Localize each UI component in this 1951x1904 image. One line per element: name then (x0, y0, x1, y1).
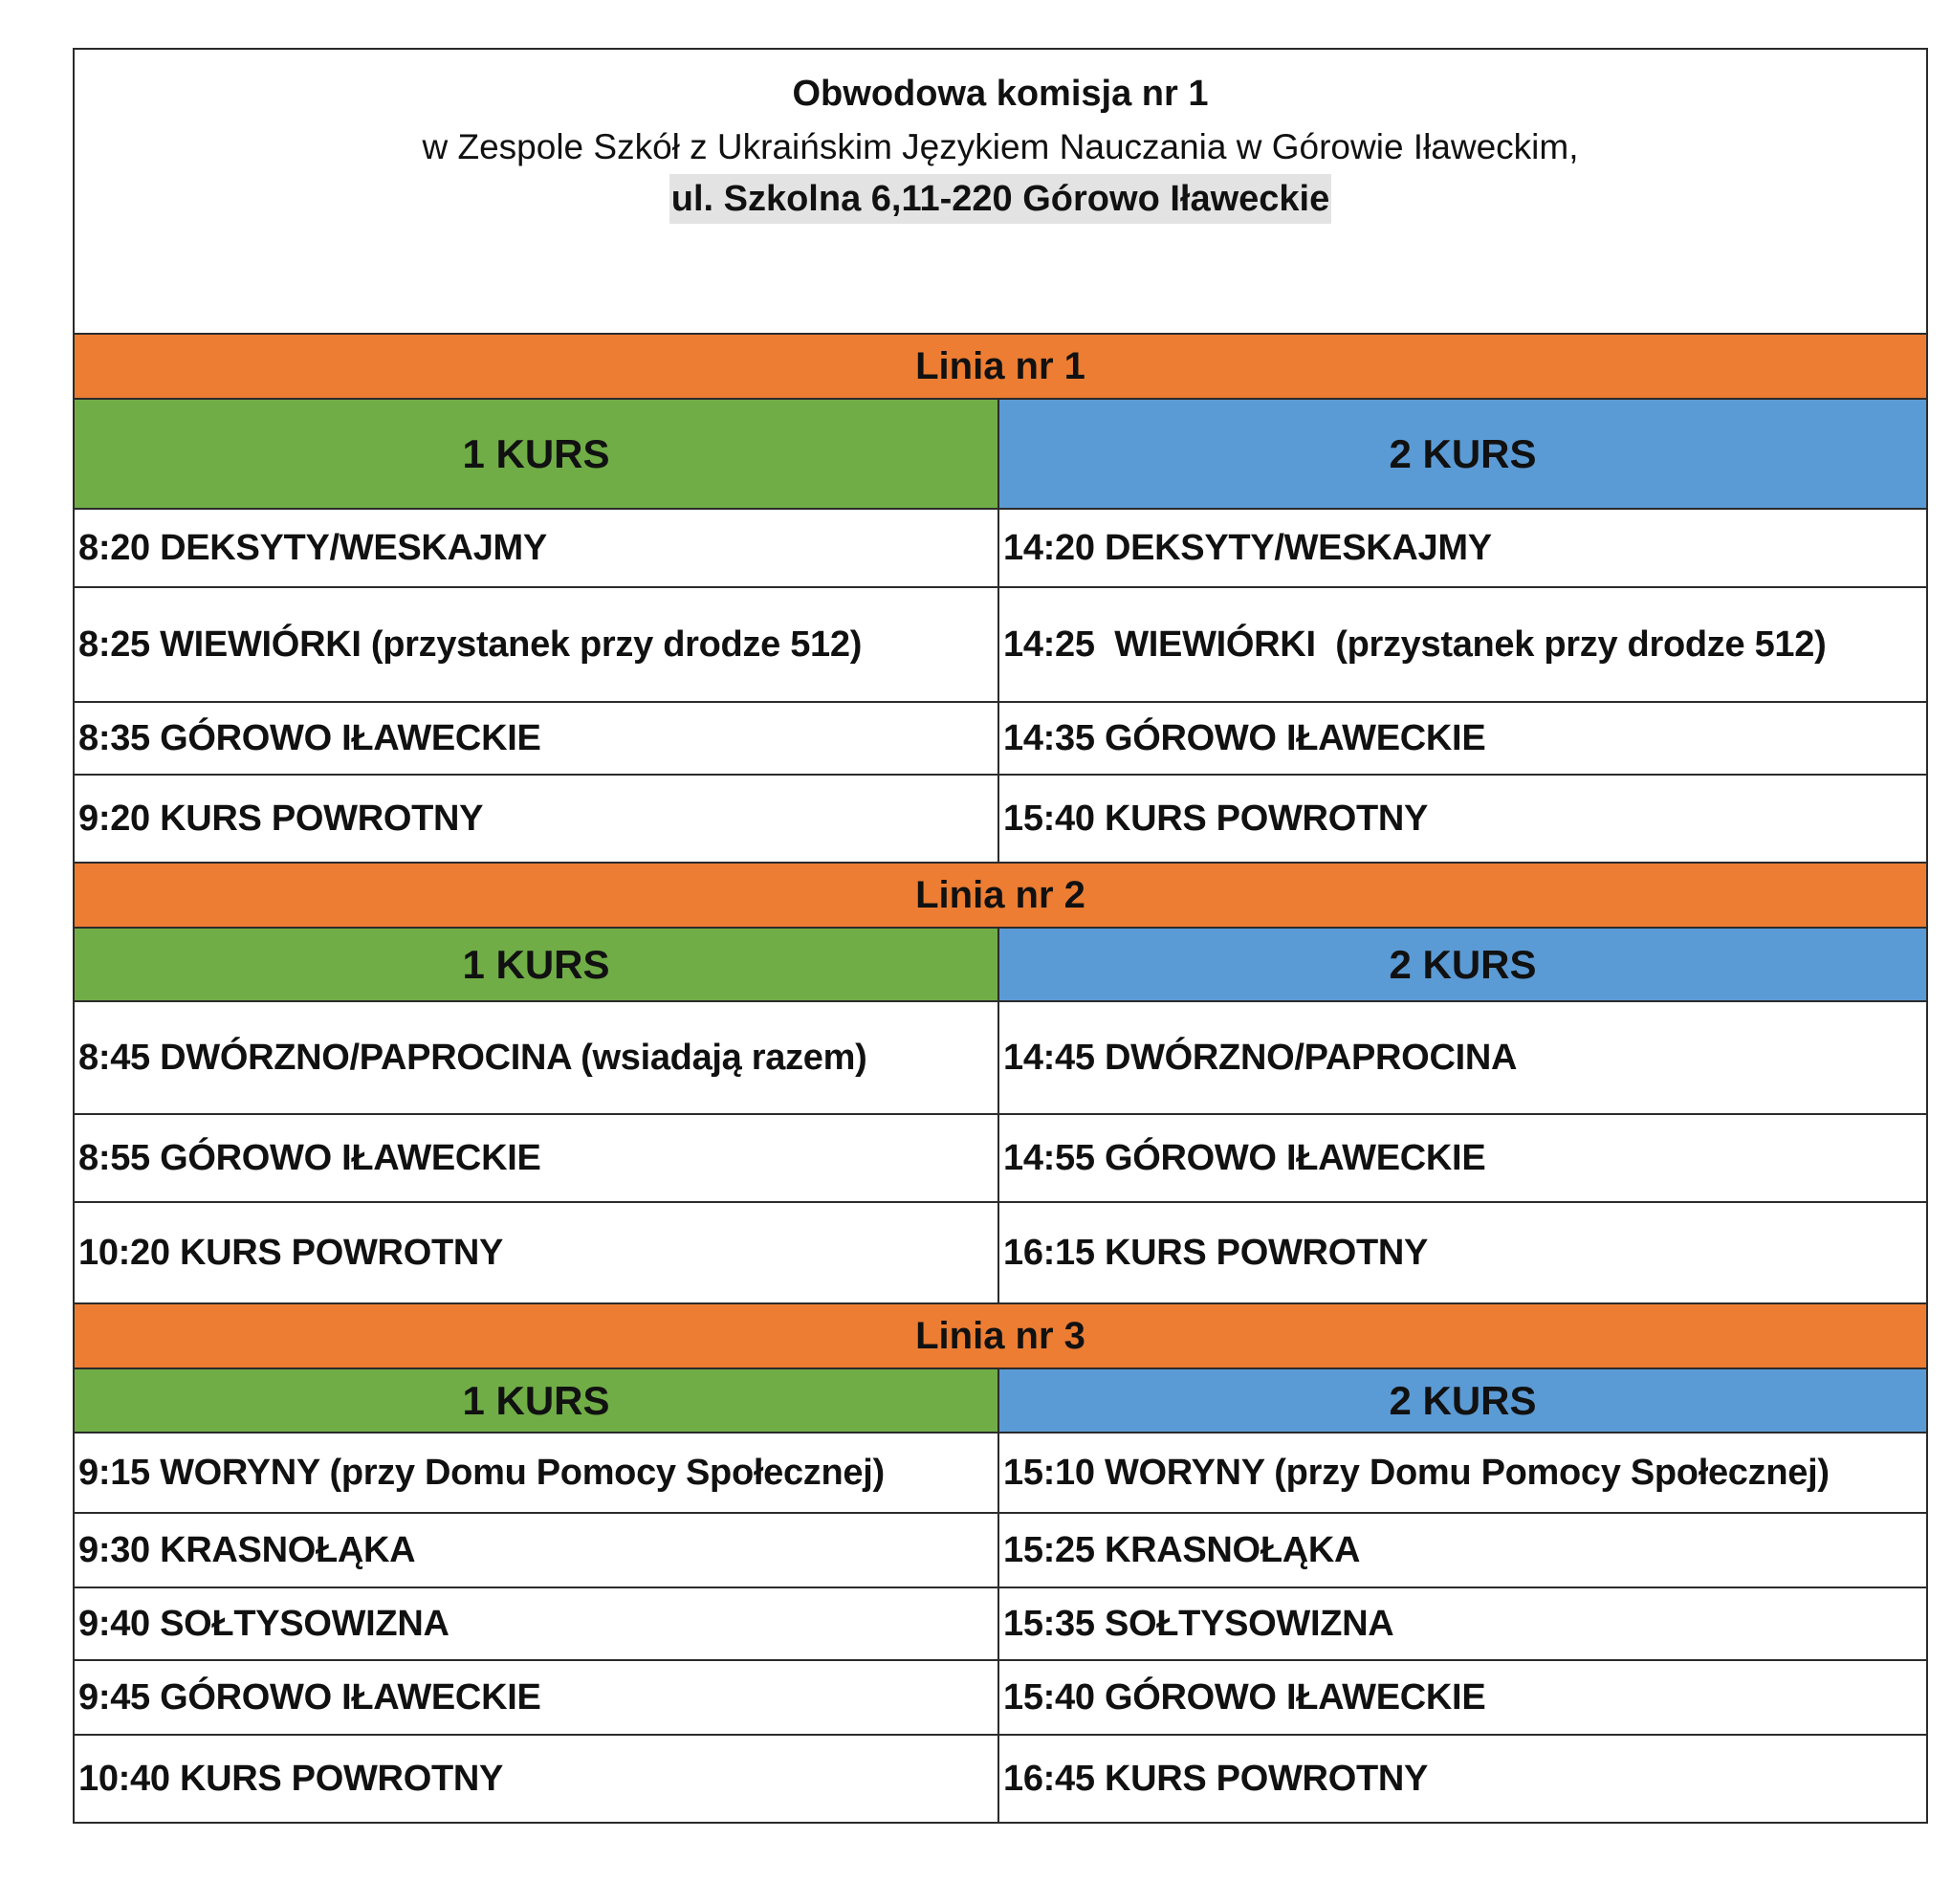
kurs1-stop: 10:40 KURS POWROTNY (74, 1735, 998, 1823)
kurs1-stop: 9:30 KRASNOŁĄKA (74, 1513, 998, 1587)
header-cell (74, 49, 1927, 334)
kurs2-stop: 16:45 KURS POWROTNY (998, 1735, 1927, 1823)
table-row (74, 1735, 1927, 1823)
page-title: Obwodowa komisja nr 1 (792, 74, 1209, 114)
table-row (74, 702, 1927, 775)
kurs1-stop: 9:20 KURS POWROTNY (74, 775, 998, 863)
kurs2-header: 2 KURS (998, 1368, 1927, 1433)
line-header-row (74, 1303, 1927, 1368)
kurs2-stop: 15:40 GÓROWO IŁAWECKIE (998, 1660, 1927, 1735)
kurs1-stop: 8:55 GÓROWO IŁAWECKIE (74, 1114, 998, 1202)
table-row (74, 1114, 1927, 1202)
kurs2-stop: 16:15 KURS POWROTNY (998, 1202, 1927, 1303)
kurs1-stop: 10:20 KURS POWROTNY (74, 1202, 998, 1303)
kurs1-stop: 9:45 GÓROWO IŁAWECKIE (74, 1660, 998, 1735)
kurs1-stop: 8:35 GÓROWO IŁAWECKIE (74, 702, 998, 775)
kurs2-stop: 15:40 KURS POWROTNY (998, 775, 1927, 863)
kurs1-header: 1 KURS (74, 399, 998, 509)
kurs2-stop: 15:35 SOŁTYSOWIZNA (998, 1587, 1927, 1660)
table-row (74, 1433, 1927, 1513)
kurs1-stop: 8:25 WIEWIÓRKI (przystanek przy drodze 512) (74, 587, 998, 702)
bus-schedule-table (73, 48, 1928, 1824)
kurs2-header: 2 KURS (998, 928, 1927, 1001)
kurs1-stop: 9:40 SOŁTYSOWIZNA (74, 1587, 998, 1660)
kurs1-stop: 9:15 WORYNY (przy Domu Pomocy Społecznej) (74, 1433, 998, 1513)
table-row (74, 1202, 1927, 1303)
line-header-row (74, 334, 1927, 399)
address: ul. Szkolna 6,11-220 Górowo Iławeckie (669, 174, 1332, 224)
kurs-header-row (74, 928, 1927, 1001)
table-row (74, 1587, 1927, 1660)
table-row (74, 587, 1927, 702)
location-description: w Zespole Szkół z Ukraińskim Językiem Nauczania w Górowie Iławeckim, (422, 127, 1579, 166)
kurs1-header: 1 KURS (74, 928, 998, 1001)
line-title: Linia nr 2 (74, 863, 1927, 928)
table-row (74, 1660, 1927, 1735)
kurs-header-row (74, 399, 1927, 509)
kurs2-header: 2 KURS (998, 399, 1927, 509)
line-title: Linia nr 1 (74, 334, 1927, 399)
kurs2-stop: 14:20 DEKSYTY/WESKAJMY (998, 509, 1927, 587)
header-row (74, 49, 1927, 334)
kurs2-stop: 15:25 KRASNOŁĄKA (998, 1513, 1927, 1587)
table-row (74, 1001, 1927, 1114)
table-row (74, 775, 1927, 863)
kurs1-header: 1 KURS (74, 1368, 998, 1433)
kurs-header-row (74, 1368, 1927, 1433)
kurs2-stop: 14:45 DWÓRZNO/PAPROCINA (998, 1001, 1927, 1114)
kurs2-stop: 14:35 GÓROWO IŁAWECKIE (998, 702, 1927, 775)
table-row (74, 509, 1927, 587)
kurs1-stop: 8:45 DWÓRZNO/PAPROCINA (wsiadają razem) (74, 1001, 998, 1114)
kurs1-stop: 8:20 DEKSYTY/WESKAJMY (74, 509, 998, 587)
line-title: Linia nr 3 (74, 1303, 1927, 1368)
kurs2-stop: 15:10 WORYNY (przy Domu Pomocy Społecznej) (998, 1433, 1927, 1513)
table-row (74, 1513, 1927, 1587)
kurs2-stop: 14:25 WIEWIÓRKI (przystanek przy drodze 512) (998, 587, 1927, 702)
line-header-row (74, 863, 1927, 928)
kurs2-stop: 14:55 GÓROWO IŁAWECKIE (998, 1114, 1927, 1202)
